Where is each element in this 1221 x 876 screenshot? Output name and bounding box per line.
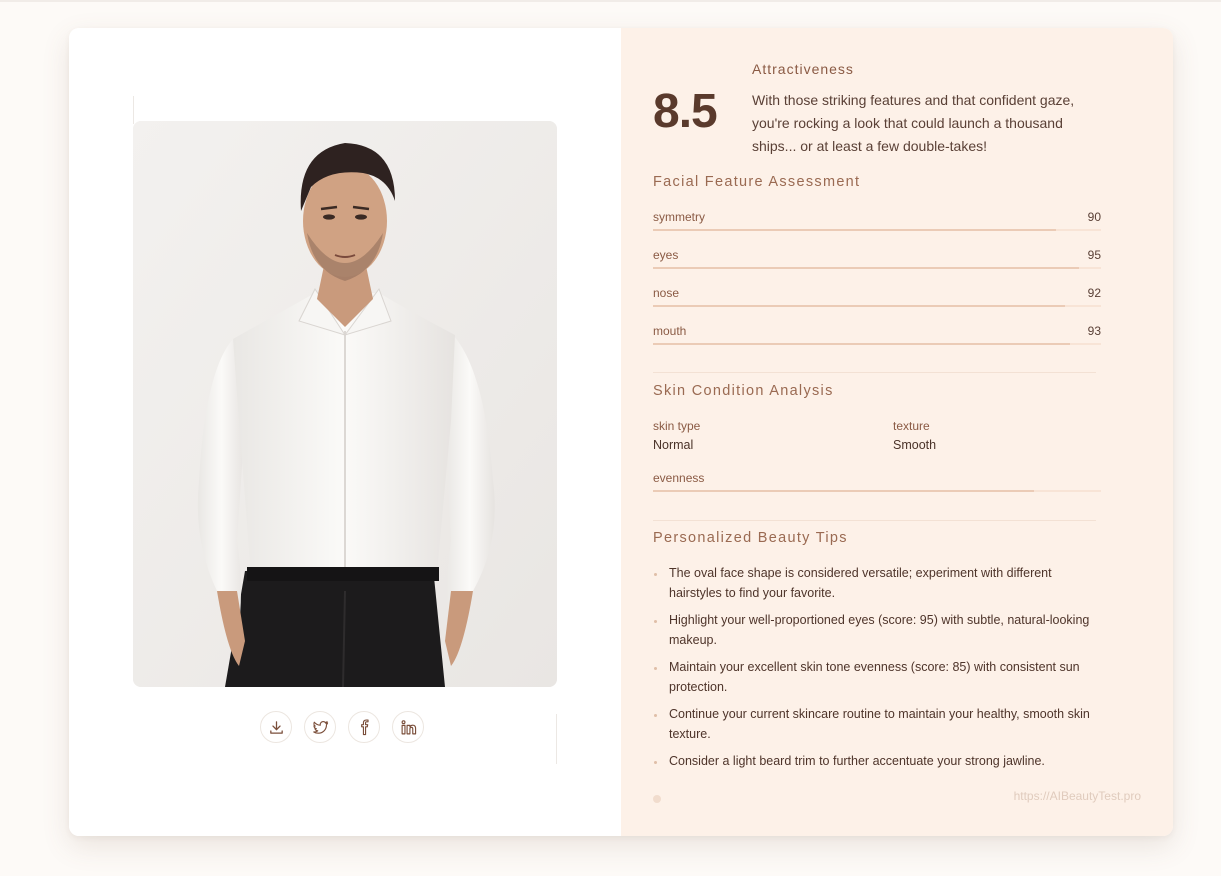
feature-value: 93 — [1087, 324, 1101, 338]
tips-section-title: Personalized Beauty Tips — [653, 530, 848, 546]
website-watermark[interactable]: https://AIBeautyTest.pro — [1013, 789, 1141, 803]
feature-value: 90 — [1087, 210, 1101, 224]
share-twitter-button[interactable] — [304, 711, 336, 743]
tip-item — [653, 611, 1101, 650]
share-linkedin-button[interactable] — [392, 711, 424, 743]
feature-value: 95 — [1087, 248, 1101, 262]
feature-label: symmetry — [653, 210, 705, 224]
share-facebook-button[interactable] — [348, 711, 380, 743]
feature-row-nose — [653, 286, 1101, 324]
feature-bar-track — [653, 305, 1101, 307]
tips-list — [653, 564, 1101, 780]
facial-section-title: Facial Feature Assessment — [653, 174, 861, 190]
tip-text: Highlight your well-proportioned eyes (score: 95) with subtle, natural-looking makeup. — [669, 613, 1090, 647]
tip-text: Continue your current skincare routine to maintain your healthy, smooth skin texture. — [669, 707, 1090, 741]
feature-value: 92 — [1087, 286, 1101, 300]
tip-item — [653, 658, 1101, 697]
attractiveness-score: 8.5 — [653, 85, 717, 138]
result-card — [69, 28, 1173, 836]
feature-bar-fill — [653, 343, 1070, 345]
section-divider — [653, 520, 1096, 521]
feature-label: nose — [653, 286, 680, 300]
analysis-panel — [621, 28, 1173, 836]
feature-row-eyes — [653, 248, 1101, 286]
section-divider — [653, 372, 1096, 373]
evenness-bar-fill — [653, 490, 1034, 492]
attractiveness-title: Attractiveness — [752, 61, 854, 77]
feature-row-symmetry — [653, 210, 1101, 248]
skin-type-value: Normal — [653, 438, 694, 452]
feature-row-mouth — [653, 324, 1101, 362]
share-bar — [260, 711, 424, 743]
twitter-icon — [312, 719, 329, 736]
tip-item — [653, 564, 1101, 603]
texture-label: texture — [893, 419, 930, 433]
tip-item — [653, 705, 1101, 744]
bullet-icon — [654, 667, 657, 670]
attractiveness-description: With those striking features and that confident gaze, you're rocking a look that could launch a thousand ships... or at least a few double-takes! — [752, 92, 1075, 154]
evenness-bar-track — [653, 490, 1101, 492]
feature-bar-fill — [653, 305, 1065, 307]
evenness-label: evenness — [653, 471, 705, 485]
feature-label: mouth — [653, 324, 687, 338]
bullet-icon — [654, 620, 657, 623]
skin-section-title: Skin Condition Analysis — [653, 383, 834, 399]
tip-item — [653, 752, 1101, 772]
photo-panel — [69, 28, 621, 836]
feature-bar-fill — [653, 229, 1056, 231]
linkedin-icon — [400, 719, 417, 736]
feature-label: eyes — [653, 248, 679, 262]
top-border — [0, 0, 1221, 2]
bullet-icon — [654, 573, 657, 576]
skin-type-label: skin type — [653, 419, 701, 433]
tip-text: The oval face shape is considered versatile; experiment with different hairstyles to find your favorite. — [669, 566, 1052, 600]
bullet-icon — [654, 761, 657, 764]
decorative-line — [556, 714, 557, 764]
footer-dot — [653, 795, 661, 803]
feature-bar-fill — [653, 267, 1079, 269]
bullet-icon — [654, 714, 657, 717]
tip-text: Consider a light beard trim to further accentuate your strong jawline. — [669, 754, 1045, 768]
tip-text: Maintain your excellent skin tone evenness (score: 85) with consistent sun protection. — [669, 660, 1080, 694]
evenness-row — [653, 471, 1101, 509]
download-button[interactable] — [260, 711, 292, 743]
portrait-photo — [133, 121, 557, 687]
portrait-illustration — [133, 121, 557, 687]
facebook-icon — [356, 719, 373, 736]
decorative-line — [133, 96, 134, 124]
feature-bar-track — [653, 267, 1101, 269]
texture-value: Smooth — [893, 438, 937, 452]
download-icon — [268, 719, 285, 736]
feature-bar-track — [653, 229, 1101, 231]
feature-bar-track — [653, 343, 1101, 345]
